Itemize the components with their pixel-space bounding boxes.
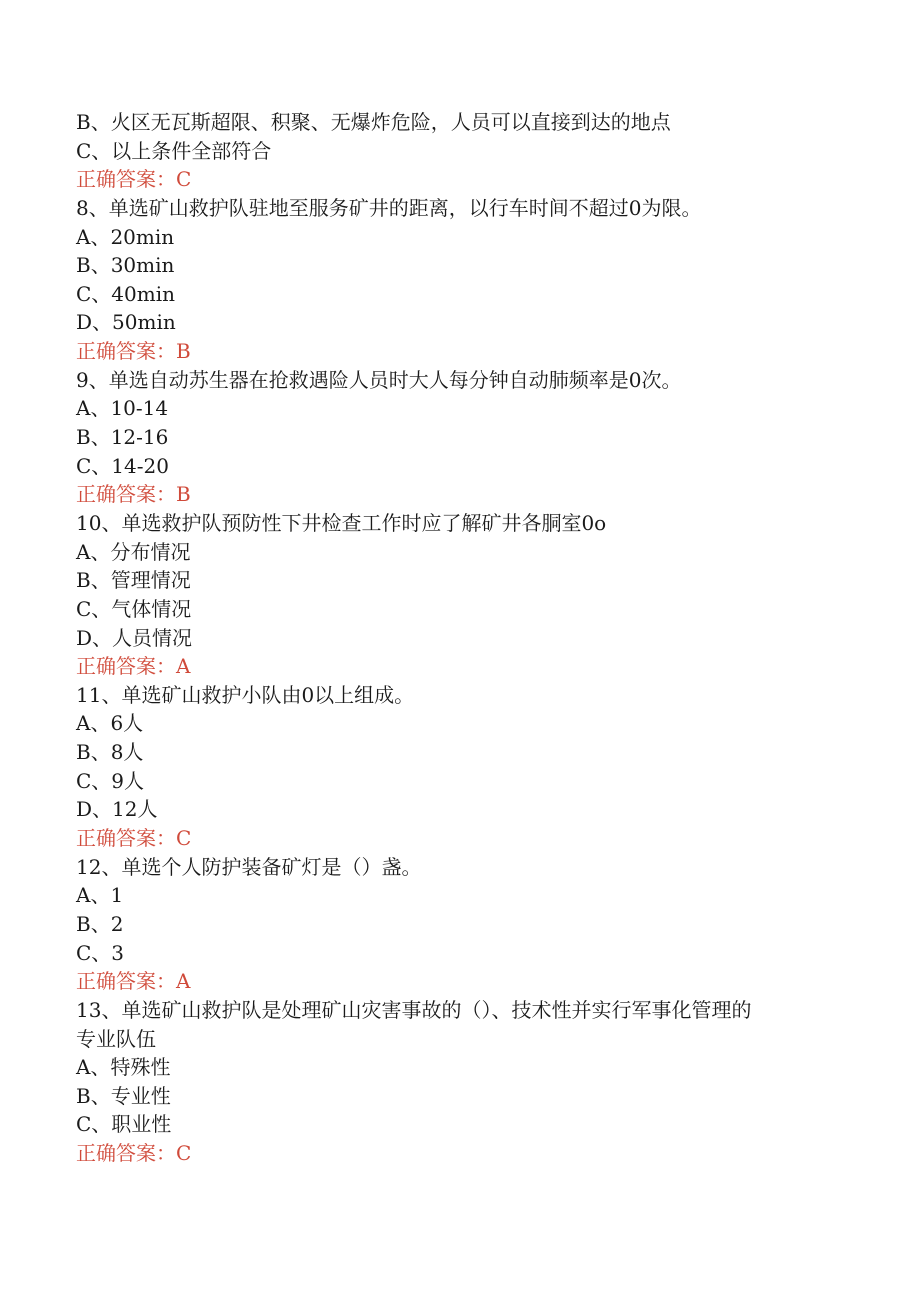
answer-option: A、特殊性 [76,1055,171,1080]
answer-option: B、30min [76,253,175,278]
correct-answer: 正确答案：C [76,826,192,851]
question-block [76,509,856,681]
question-text: 13、单选矿山救护队是处理矿山灾害事故的（）、技术性并实行军事化管理的 [76,997,752,1022]
question-block [76,366,856,509]
correct-answer: 正确答案：C [76,1141,192,1166]
question-text: 8、单选矿山救护队驻地至服务矿井的距离，以行车时间不超过0为限。 [76,195,702,220]
answer-option: A、20min [76,224,175,249]
document-body [76,108,856,1168]
answer-option: C、气体情况 [76,596,192,621]
question-text: 9、单选自动苏生器在抢救遇险人员时大人每分钟自动肺频率是0次。 [76,367,682,392]
answer-option: A、10-14 [76,396,169,421]
answer-option: A、6人 [76,711,144,736]
question-block [76,108,856,194]
question-text: 专业队伍 [76,1026,156,1051]
answer-option: B、专业性 [76,1083,171,1108]
answer-option: B、8人 [76,740,144,765]
answer-option: B、12-16 [76,425,169,450]
answer-option: D、人员情况 [76,625,193,650]
question-block [76,194,856,366]
question-block [76,853,856,996]
question-text: 10、单选救护队预防性下井检查工作时应了解矿井各胴室0o [76,510,607,535]
correct-answer: 正确答案：B [76,482,191,507]
answer-option: C、14-20 [76,453,169,478]
answer-option: C、职业性 [76,1112,172,1137]
correct-answer: 正确答案：A [76,969,191,994]
answer-option: C、以上条件全部符合 [76,138,272,163]
answer-option: D、50min [76,310,176,335]
question-block [76,996,856,1168]
answer-option: D、12人 [76,797,158,822]
answer-option: C、9人 [76,768,145,793]
answer-option: C、3 [76,940,125,965]
answer-option: B、火区无瓦斯超限、积聚、无爆炸危险，人员可以直接到达的地点 [76,110,671,134]
answer-option: B、管理情况 [76,568,191,593]
correct-answer: 正确答案：C [76,167,192,192]
question-block [76,681,856,853]
answer-option: C、40min [76,281,175,306]
question-text: 12、单选个人防护装备矿灯是（）盏。 [76,854,422,879]
answer-option: A、1 [76,883,124,908]
correct-answer: 正确答案：B [76,339,191,364]
answer-option: B、2 [76,911,124,936]
question-text: 11、单选矿山救护小队由0以上组成。 [76,682,415,707]
answer-option: A、分布情况 [76,539,191,564]
correct-answer: 正确答案：A [76,654,191,679]
